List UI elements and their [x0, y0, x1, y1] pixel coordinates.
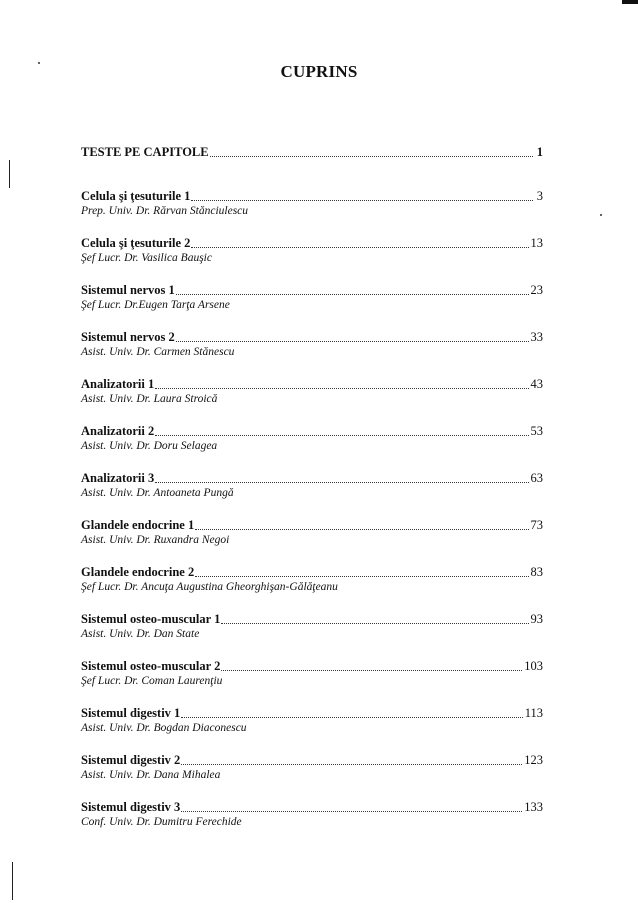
toc-entry-line: [81, 706, 543, 721]
toc-entry-line: [81, 518, 543, 533]
toc-entry-title: Sistemul nervos 1: [81, 283, 175, 297]
toc-entry-line: [81, 612, 543, 627]
toc-main-title: TESTE PE CAPITOLE: [81, 145, 209, 159]
toc-entry-author: Asist. Univ. Dr. Bogdan Diaconescu: [81, 722, 247, 734]
toc-entry-author: Asist. Univ. Dr. Ruxandra Negoi: [81, 534, 230, 546]
toc-entry-line: [81, 377, 543, 392]
table-of-contents: [81, 145, 543, 847]
dot-leader: [155, 481, 528, 483]
toc-entry-author: Asist. Univ. Dr. Laura Stroică: [81, 393, 218, 405]
toc-entry[interactable]: [81, 518, 543, 547]
toc-entry-page-number: 123: [524, 753, 543, 767]
toc-entry-author: Asist. Univ. Dr. Dan State: [81, 628, 200, 640]
toc-entry-title: Analizatorii 2: [81, 424, 155, 438]
scan-edge-mark: [9, 160, 10, 188]
dot-leader: [191, 199, 533, 201]
toc-entry[interactable]: [81, 189, 543, 218]
toc-entry-title: Analizatorii 3: [81, 471, 155, 485]
toc-entry-title: Glandele endocrine 1: [81, 518, 195, 532]
toc-entry-author: Prep. Univ. Dr. Rărvan Stănciulescu: [81, 205, 249, 217]
toc-section-list: [81, 189, 543, 829]
dot-leader: [221, 622, 528, 624]
toc-entry-page-number: 13: [530, 236, 543, 250]
toc-entry-page-number: 63: [530, 471, 543, 485]
toc-entry[interactable]: [81, 565, 543, 594]
toc-entry-author: Şef Lucr. Dr. Vasilica Bauşic: [81, 252, 212, 264]
page-title: CUPRINS: [280, 62, 358, 81]
dot-leader: [181, 716, 522, 718]
dot-leader: [210, 155, 533, 157]
toc-entry-line: [81, 424, 543, 439]
scan-edge-mark: [12, 862, 13, 900]
toc-entry[interactable]: [81, 659, 543, 688]
toc-entry[interactable]: [81, 753, 543, 782]
toc-entry-page-number: 73: [530, 518, 543, 532]
toc-entry-line: [81, 565, 543, 580]
toc-entry-title: Sistemul digestiv 1: [81, 706, 181, 720]
dot-leader: [155, 434, 528, 436]
toc-entry-line: [81, 800, 543, 815]
toc-entry-line: [81, 283, 543, 298]
toc-entry-page-number: 113: [524, 706, 543, 720]
dot-leader: [181, 763, 522, 765]
toc-entry[interactable]: [81, 330, 543, 359]
toc-entry-author: Conf. Univ. Dr. Dumitru Ferechide: [81, 816, 242, 828]
toc-entry-line: [81, 330, 543, 345]
toc-entry-page-number: 133: [524, 800, 543, 814]
toc-entry[interactable]: [81, 612, 543, 641]
toc-entry-author: Asist. Univ. Dr. Dana Mihalea: [81, 769, 221, 781]
toc-entry-title: Analizatorii 1: [81, 377, 155, 391]
toc-entry[interactable]: [81, 800, 543, 829]
scan-speck: [600, 214, 602, 216]
dot-leader: [195, 528, 528, 530]
toc-entry-line: [81, 236, 543, 251]
toc-entry-page-number: 103: [524, 659, 543, 673]
toc-entry-author: Şef Lucr. Dr.Eugen Tarţa Arsene: [81, 299, 230, 311]
toc-entry-author: Şef Lucr. Dr. Ancuţa Augustina Gheorghişan-Gălăţeanu: [81, 581, 338, 593]
scan-corner-mark: [622, 0, 638, 4]
toc-entry-page-number: 93: [530, 612, 543, 626]
toc-main-entry[interactable]: [81, 145, 543, 160]
toc-entry-title: Glandele endocrine 2: [81, 565, 195, 579]
toc-entry-line: [81, 753, 543, 768]
toc-entry[interactable]: [81, 706, 543, 735]
toc-entry-title: Celula şi ţesuturile 2: [81, 236, 191, 250]
dot-leader: [221, 669, 522, 671]
toc-entry-page-number: 53: [530, 424, 543, 438]
toc-entry-title: Sistemul osteo-muscular 1: [81, 612, 221, 626]
dot-leader: [176, 293, 529, 295]
toc-main-page-number: 1: [536, 145, 543, 159]
toc-entry-page-number: 43: [530, 377, 543, 391]
toc-entry[interactable]: [81, 236, 543, 265]
dot-leader: [155, 387, 528, 389]
toc-entry-title: Sistemul digestiv 3: [81, 800, 181, 814]
toc-entry-page-number: 83: [530, 565, 543, 579]
toc-main-line: [81, 145, 543, 160]
toc-entry[interactable]: [81, 377, 543, 406]
toc-entry-title: Celula şi ţesuturile 1: [81, 189, 191, 203]
toc-entry-page-number: 3: [536, 189, 543, 203]
toc-entry-line: [81, 659, 543, 674]
toc-entry-line: [81, 471, 543, 486]
toc-entry-author: Şef Lucr. Dr. Coman Laurenţiu: [81, 675, 223, 687]
toc-entry-author: Asist. Univ. Dr. Antoaneta Pungă: [81, 487, 234, 499]
toc-entry-page-number: 33: [530, 330, 543, 344]
toc-entry[interactable]: [81, 424, 543, 453]
dot-leader: [181, 810, 522, 812]
toc-entry[interactable]: [81, 283, 543, 312]
dot-leader: [191, 246, 528, 248]
dot-leader: [176, 340, 529, 342]
toc-entry-title: Sistemul nervos 2: [81, 330, 175, 344]
toc-entry-title: Sistemul digestiv 2: [81, 753, 181, 767]
toc-entry-page-number: 23: [530, 283, 543, 297]
dot-leader: [195, 575, 528, 577]
toc-entry-line: [81, 189, 543, 204]
toc-entry-author: Asist. Univ. Dr. Doru Selagea: [81, 440, 218, 452]
toc-entry-author: Asist. Univ. Dr. Carmen Stănescu: [81, 346, 235, 358]
toc-entry-title: Sistemul osteo-muscular 2: [81, 659, 221, 673]
toc-entry[interactable]: [81, 471, 543, 500]
